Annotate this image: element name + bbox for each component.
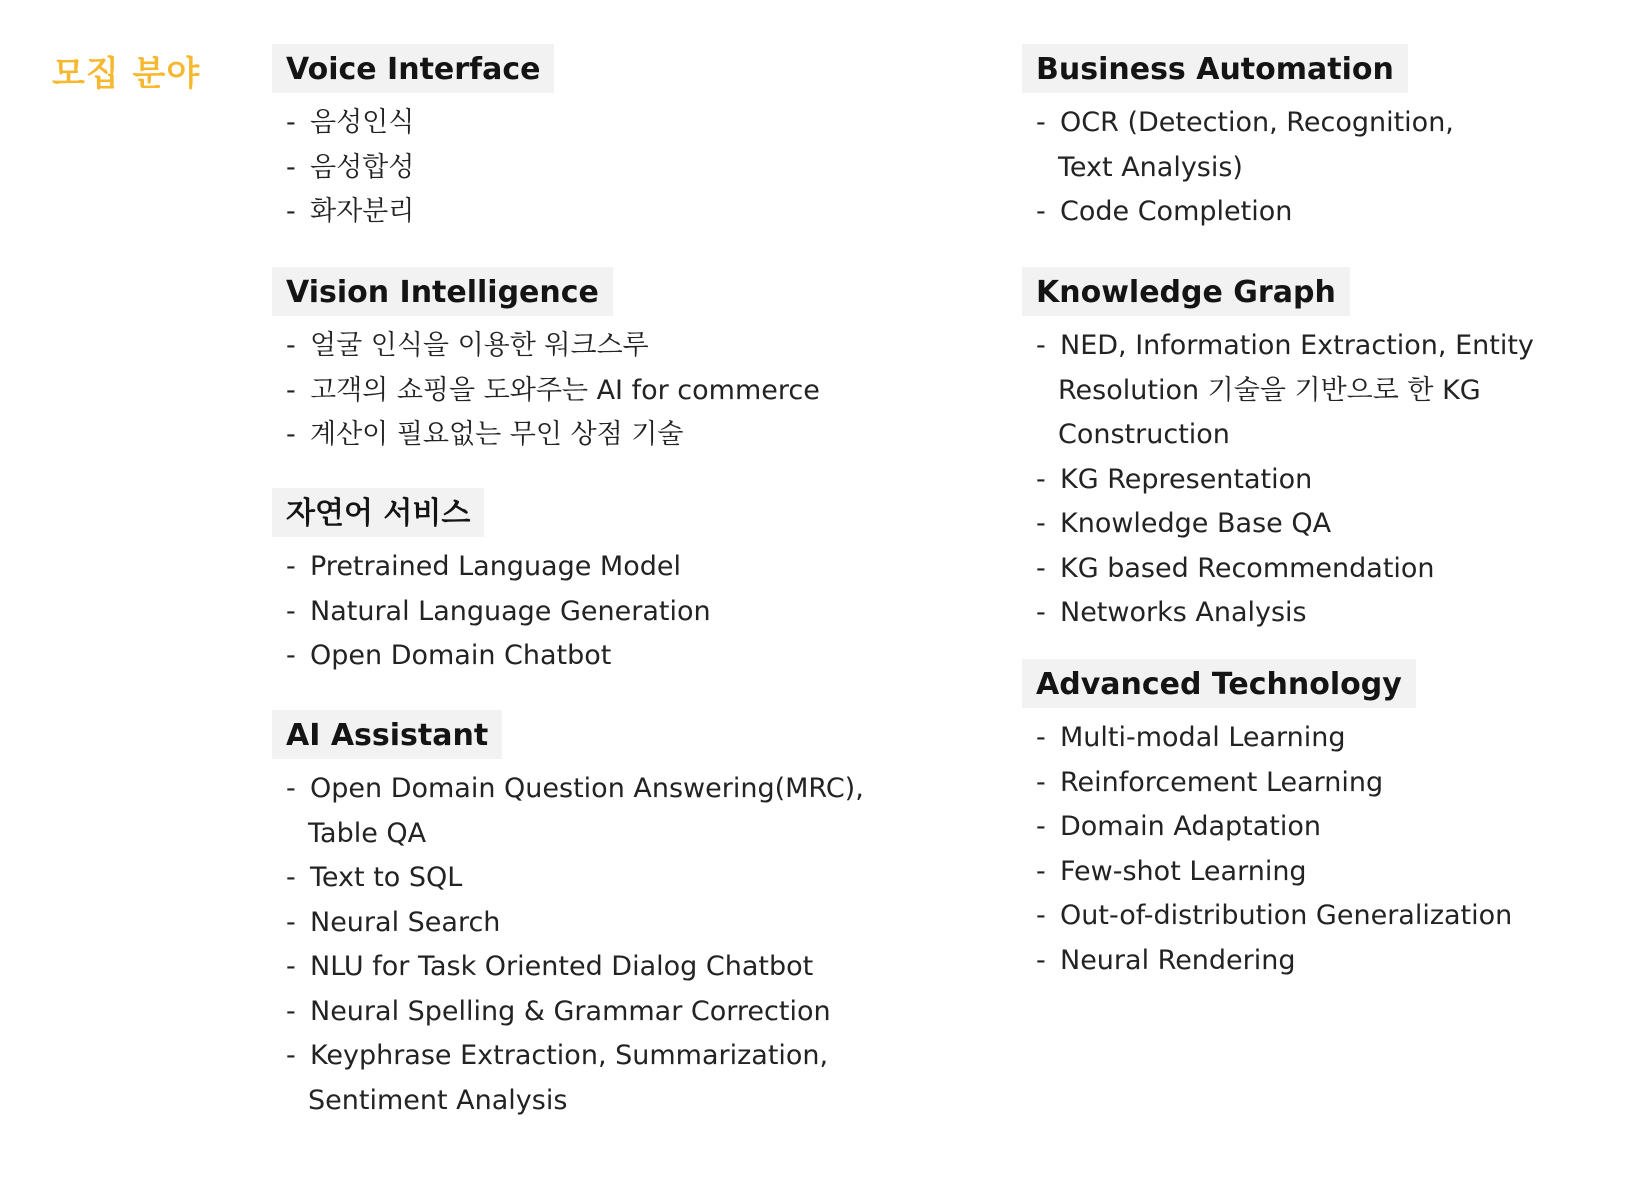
list-item: - 계산이 필요없는 무인 상점 기술 — [272, 413, 820, 458]
list-item: - Networks Analysis — [1022, 591, 1534, 636]
item-list — [272, 324, 820, 458]
list-item-continuation: Sentiment Analysis — [308, 1084, 568, 1116]
list-item: - Neural Search — [272, 901, 864, 946]
section-title: Knowledge Graph — [1022, 267, 1350, 316]
item-list — [1022, 324, 1534, 636]
section-vision-intelligence — [272, 267, 820, 458]
list-item: - Pretrained Language Model — [272, 545, 711, 590]
section-natural-language-service — [272, 488, 711, 679]
section-voice-interface — [272, 44, 554, 235]
list-item: - Natural Language Generation — [272, 590, 711, 635]
section-title: AI Assistant — [272, 710, 502, 759]
section-ai-assistant — [272, 710, 864, 1123]
section-title: Vision Intelligence — [272, 267, 613, 316]
list-item: - Neural Rendering — [1022, 939, 1512, 984]
section-business-automation — [1022, 44, 1454, 235]
item-list — [272, 101, 554, 235]
list-item: - Domain Adaptation — [1022, 805, 1512, 850]
list-item: - Open Domain Chatbot — [272, 634, 711, 679]
list-item: - Knowledge Base QA — [1022, 502, 1534, 547]
list-item: - Code Completion — [1022, 190, 1454, 235]
section-title: Advanced Technology — [1022, 659, 1416, 708]
list-item-continuation: Table QA — [308, 817, 427, 849]
list-item-continuation: Construction — [1058, 419, 1230, 450]
section-knowledge-graph — [1022, 267, 1534, 636]
list-item: - KG based Recommendation — [1022, 547, 1534, 592]
list-item: - 음성합성 — [272, 146, 554, 191]
list-item: - 고객의 쇼핑을 도와주는 AI for commerce — [272, 369, 820, 414]
list-item: - Few-shot Learning — [1022, 850, 1512, 895]
page-heading: 모집 분야 — [52, 54, 201, 94]
section-title: Voice Interface — [272, 44, 554, 93]
list-item: - Keyphrase Extraction, Summarization, — [272, 1034, 864, 1079]
item-list — [272, 767, 864, 1123]
list-item: - NED, Information Extraction, Entity — [1022, 324, 1534, 369]
list-item: - Open Domain Question Answering(MRC), — [272, 767, 864, 812]
section-title: 자연어 서비스 — [272, 488, 484, 537]
list-item: - 얼굴 인식을 이용한 워크스루 — [272, 324, 820, 369]
list-item-continuation: Text Analysis) — [1058, 151, 1243, 183]
list-item: - Text to SQL — [272, 856, 864, 901]
section-advanced-technology — [1022, 659, 1512, 983]
list-item: - Out-of-distribution Generalization — [1022, 894, 1512, 939]
list-item: - OCR (Detection, Recognition, — [1022, 101, 1454, 146]
item-list — [272, 545, 711, 679]
item-list — [1022, 101, 1454, 235]
list-item: - NLU for Task Oriented Dialog Chatbot — [272, 945, 864, 990]
list-item: - 화자분리 — [272, 190, 554, 235]
list-item: - Neural Spelling & Grammar Correction — [272, 990, 864, 1035]
section-title: Business Automation — [1022, 44, 1408, 93]
list-item: - 음성인식 — [272, 101, 554, 146]
list-item-continuation: Resolution 기술을 기반으로 한 KG — [1058, 374, 1481, 406]
item-list — [1022, 716, 1512, 983]
list-item: - Multi-modal Learning — [1022, 716, 1512, 761]
list-item: - KG Representation — [1022, 458, 1534, 503]
list-item: - Reinforcement Learning — [1022, 761, 1512, 806]
